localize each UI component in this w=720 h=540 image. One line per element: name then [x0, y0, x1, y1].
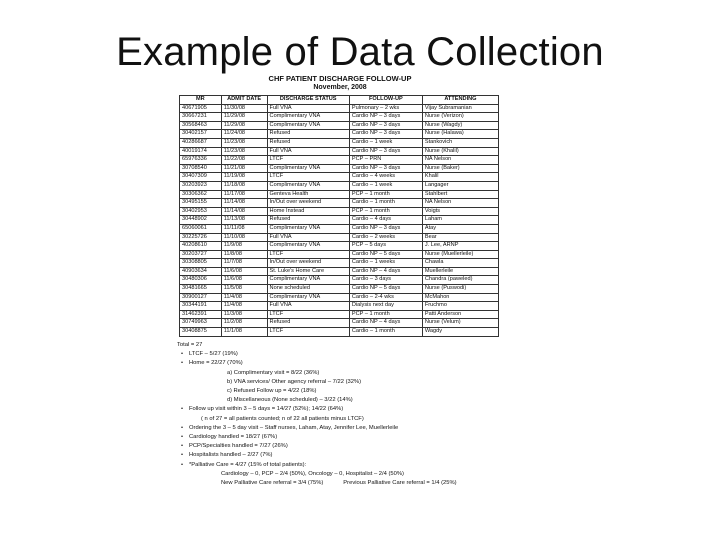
cell-attending: Bear — [422, 233, 498, 242]
cell-mr: 30203923 — [180, 181, 222, 190]
cell-attending: Nurse (Baker) — [422, 164, 498, 173]
summary-palliative-breakdown: Cardiology – 0, PCP – 2/4 (50%), Oncology – 0, Hospitalist – 2/4 (50%) — [221, 470, 404, 477]
cell-follow-up: Cardio NP – 3 days — [349, 224, 422, 233]
table-header-row — [180, 96, 499, 105]
col-header-mr: MR — [180, 96, 222, 105]
cell-mr: 31462391 — [180, 310, 222, 319]
cell-admit-date: 11/14/08 — [221, 199, 267, 208]
cell-discharge-status: LTCF — [267, 250, 349, 259]
cell-follow-up: Cardio NP – 3 days — [349, 130, 422, 139]
col-header-follow-up: FOLLOW-UP — [349, 96, 422, 105]
cell-discharge-status: Refused — [267, 319, 349, 328]
table-row — [180, 113, 499, 122]
cell-mr: 30225726 — [180, 233, 222, 242]
cell-discharge-status: In/Out over weekend — [267, 259, 349, 268]
summary-ordering: • Ordering the 3 – 5 day visit – Staff nurses, Laham, Atay, Jennifer Lee, Muellerleile — [189, 424, 517, 433]
cell-admit-date: 11/4/08 — [221, 302, 267, 311]
cell-attending: Nurse (Verizon) — [422, 113, 498, 122]
cell-mr: 30448902 — [180, 216, 222, 225]
cell-follow-up: Cardio NP – 3 days — [349, 121, 422, 130]
summary-home-vna: b) VNA services/ Other agency referral – 7/22 (32%) — [227, 378, 362, 385]
cell-mr: 30203727 — [180, 250, 222, 259]
table-row — [180, 233, 499, 242]
cell-attending: Langager — [422, 181, 498, 190]
col-header-discharge-status: DISCHARGE STATUS — [267, 96, 349, 105]
cell-discharge-status: None scheduled — [267, 285, 349, 294]
cell-follow-up: Cardio – 4 weeks — [349, 173, 422, 182]
report-subtitle: November, 2008 — [313, 84, 367, 91]
cell-mr: 40019174 — [180, 147, 222, 156]
cell-discharge-status: Refused — [267, 130, 349, 139]
cell-attending: Vijay Subramanian — [422, 104, 498, 113]
cell-attending: Stankovich — [422, 138, 498, 147]
cell-attending: Laham — [422, 216, 498, 225]
summary-total: Total = 27 — [177, 342, 203, 348]
report-title: CHF PATIENT DISCHARGE FOLLOW-UP — [268, 74, 412, 83]
cell-follow-up: PCP – 1 month — [349, 190, 422, 199]
cell-attending: Atay — [422, 224, 498, 233]
cell-discharge-status: Refused — [267, 216, 349, 225]
table-row — [180, 267, 499, 276]
table-row — [180, 164, 499, 173]
cell-admit-date: 11/22/08 — [221, 156, 267, 165]
cell-attending: Khalil — [422, 173, 498, 182]
cell-attending: NA Nelson — [422, 199, 498, 208]
cell-admit-date: 11/2/08 — [221, 319, 267, 328]
cell-admit-date: 11/5/08 — [221, 285, 267, 294]
slide-title: Example of Data Collection — [116, 30, 604, 74]
table-row — [180, 319, 499, 328]
cell-attending: Nurse (Halawa) — [422, 130, 498, 139]
table-body — [180, 104, 499, 336]
cell-attending: Voigts — [422, 207, 498, 216]
cell-mr: 30495155 — [180, 199, 222, 208]
table-row — [180, 293, 499, 302]
discharge-report — [175, 74, 505, 337]
cell-attending: Muellerleile — [422, 267, 498, 276]
summary-followup: • Follow up visit within 3 – 5 days = 14/27 (52%); 14/22 (64%) — [189, 405, 517, 414]
cell-mr: 40903634 — [180, 267, 222, 276]
cell-attending: J. Lee, ARNP — [422, 242, 498, 251]
summary-home-misc: d) Miscellaneous (None scheduled) – 3/22 (14%) — [227, 397, 353, 404]
cell-mr: 30749963 — [180, 319, 222, 328]
cell-attending: Wagdy — [422, 328, 498, 337]
cell-mr: 30402157 — [180, 130, 222, 139]
cell-admit-date: 11/9/08 — [221, 242, 267, 251]
cell-discharge-status: Full VNA — [267, 104, 349, 113]
cell-discharge-status: Genteva Health — [267, 190, 349, 199]
cell-mr: 30480306 — [180, 276, 222, 285]
cell-admit-date: 11/21/08 — [221, 164, 267, 173]
cell-attending: Chandra (paweled) — [422, 276, 498, 285]
cell-discharge-status: Complimentary VNA — [267, 293, 349, 302]
table-row — [180, 224, 499, 233]
cell-mr: 30481665 — [180, 285, 222, 294]
cell-admit-date: 11/6/08 — [221, 276, 267, 285]
cell-discharge-status: Complimentary VNA — [267, 121, 349, 130]
table-row — [180, 276, 499, 285]
table-row — [180, 259, 499, 268]
cell-follow-up: Pulmonary – 2 wks — [349, 104, 422, 113]
cell-attending: Nurse (Puswodi) — [422, 285, 498, 294]
summary-new-referral: New Palliative Care referral = 3/4 (75%) — [221, 480, 324, 487]
cell-admit-date: 11/1/08 — [221, 328, 267, 337]
table-row — [180, 181, 499, 190]
follow-up-table — [179, 95, 499, 337]
cell-discharge-status: Complimentary VNA — [267, 276, 349, 285]
cell-follow-up: Cardio – 2 weeks — [349, 233, 422, 242]
cell-mr: 65976336 — [180, 156, 222, 165]
cell-discharge-status: LTCF — [267, 173, 349, 182]
cell-mr: 30344191 — [180, 302, 222, 311]
table-row — [180, 138, 499, 147]
cell-mr: 30408875 — [180, 328, 222, 337]
summary-previous-referral: Previous Palliative Care referral = 1/4 (25%) — [343, 480, 457, 487]
cell-follow-up: Cardio – 3 days — [349, 276, 422, 285]
table-row — [180, 104, 499, 113]
cell-discharge-status: Complimentary VNA — [267, 224, 349, 233]
table-row — [180, 242, 499, 251]
cell-attending: Nurse (Muellerleile) — [422, 250, 498, 259]
summary-hospitalists: • Hospitalists handled – 2/27 (7%) — [189, 451, 517, 460]
summary-followup-note: ( n of 27 = all patients counted; n of 22 all patients minus LTCF) — [201, 415, 364, 422]
cell-admit-date: 11/13/08 — [221, 216, 267, 225]
table-row — [180, 199, 499, 208]
cell-follow-up: PCP – 1 month — [349, 207, 422, 216]
table-row — [180, 121, 499, 130]
table-row — [180, 190, 499, 199]
cell-follow-up: PCP – PRN — [349, 156, 422, 165]
cell-mr: 40286687 — [180, 138, 222, 147]
cell-mr: 30667231 — [180, 113, 222, 122]
cell-discharge-status: LTCF — [267, 328, 349, 337]
cell-mr: 40671905 — [180, 104, 222, 113]
cell-admit-date: 11/18/08 — [221, 181, 267, 190]
cell-admit-date: 11/3/08 — [221, 310, 267, 319]
summary-palliative-referrals — [189, 479, 517, 488]
cell-follow-up: Cardio NP – 5 days — [349, 285, 422, 294]
cell-follow-up: Cardio NP – 3 days — [349, 164, 422, 173]
cell-follow-up: PCP – 1 month — [349, 310, 422, 319]
cell-follow-up: Cardio NP – 4 days — [349, 319, 422, 328]
cell-admit-date: 11/14/08 — [221, 207, 267, 216]
cell-follow-up: Cardio – 2-4 wks — [349, 293, 422, 302]
cell-discharge-status: Full VNA — [267, 233, 349, 242]
cell-admit-date: 11/10/08 — [221, 233, 267, 242]
summary-ltcf: • LTCF – 5/27 (19%) — [189, 350, 517, 359]
cell-discharge-status: Home Instead — [267, 207, 349, 216]
cell-attending: Nurse (Wagdy) — [422, 121, 498, 130]
summary-list — [177, 350, 517, 488]
cell-mr: 40208610 — [180, 242, 222, 251]
cell-discharge-status: Full VNA — [267, 302, 349, 311]
cell-attending: Fruchmo — [422, 302, 498, 311]
table-row — [180, 173, 499, 182]
cell-mr: 30900127 — [180, 293, 222, 302]
cell-admit-date: 11/17/08 — [221, 190, 267, 199]
cell-admit-date: 11/23/08 — [221, 147, 267, 156]
cell-discharge-status: St. Luke's Home Care — [267, 267, 349, 276]
cell-follow-up: Cardio – 1 weeks — [349, 259, 422, 268]
summary-notes — [177, 341, 517, 488]
table-row — [180, 310, 499, 319]
cell-follow-up: Cardio NP – 5 days — [349, 250, 422, 259]
col-header-admit-date: ADMIT DATE — [221, 96, 267, 105]
cell-mr: 30708540 — [180, 164, 222, 173]
cell-discharge-status: Refused — [267, 138, 349, 147]
cell-attending: NA Nelson — [422, 156, 498, 165]
cell-follow-up: Cardio NP – 3 days — [349, 113, 422, 122]
cell-follow-up: Cardio – 1 week — [349, 138, 422, 147]
cell-mr: 30568463 — [180, 121, 222, 130]
cell-attending: Nurse (Khalil) — [422, 147, 498, 156]
cell-follow-up: Dialysis next day — [349, 302, 422, 311]
cell-follow-up: Cardio – 1 month — [349, 328, 422, 337]
summary-pcp: • PCP/Specialties handled = 7/27 (26%) — [189, 442, 517, 451]
cell-follow-up: Cardio – 4 days — [349, 216, 422, 225]
table-row — [180, 130, 499, 139]
col-header-attending: ATTENDING — [422, 96, 498, 105]
table-row — [180, 147, 499, 156]
summary-home-refused: c) Refused Follow up = 4/22 (18%) — [227, 388, 317, 395]
cell-discharge-status: LTCF — [267, 156, 349, 165]
cell-mr: 30306362 — [180, 190, 222, 199]
cell-follow-up: Cardio – 1 month — [349, 199, 422, 208]
cell-admit-date: 11/7/08 — [221, 259, 267, 268]
cell-follow-up: Cardio – 1 week — [349, 181, 422, 190]
cell-admit-date: 11/29/08 — [221, 121, 267, 130]
cell-admit-date: 11/24/08 — [221, 130, 267, 139]
cell-mr: 65060061 — [180, 224, 222, 233]
cell-admit-date: 11/11/08 — [221, 224, 267, 233]
summary-home: • Home = 22/27 (70%) — [189, 359, 517, 368]
cell-attending: McMahon — [422, 293, 498, 302]
cell-admit-date: 11/4/08 — [221, 293, 267, 302]
cell-admit-date: 11/19/08 — [221, 173, 267, 182]
cell-discharge-status: LTCF — [267, 310, 349, 319]
table-row — [180, 250, 499, 259]
cell-discharge-status: Complimentary VNA — [267, 164, 349, 173]
cell-follow-up: PCP – 5 days — [349, 242, 422, 251]
cell-admit-date: 11/29/08 — [221, 113, 267, 122]
table-row — [180, 302, 499, 311]
cell-discharge-status: In/Out over weekend — [267, 199, 349, 208]
cell-follow-up: Cardio NP – 3 days — [349, 147, 422, 156]
table-row — [180, 216, 499, 225]
cell-admit-date: 11/6/08 — [221, 267, 267, 276]
cell-admit-date: 11/23/08 — [221, 138, 267, 147]
cell-attending: Nurse (Velum) — [422, 319, 498, 328]
cell-attending: Patti Anderson — [422, 310, 498, 319]
cell-admit-date: 11/8/08 — [221, 250, 267, 259]
summary-home-complimentary: a) Complimentary visit = 8/22 (36%) — [227, 369, 320, 376]
cell-discharge-status: Full VNA — [267, 147, 349, 156]
cell-discharge-status: Complimentary VNA — [267, 181, 349, 190]
cell-follow-up: Cardio NP – 4 days — [349, 267, 422, 276]
table-row — [180, 285, 499, 294]
summary-cardiology: • Cardiology handled = 18/27 (67%) — [189, 433, 517, 442]
cell-discharge-status: Complimentary VNA — [267, 113, 349, 122]
cell-discharge-status: Complimentary VNA — [267, 242, 349, 251]
summary-palliative: • *Palliative Care = 4/27 (15% of total patients): — [189, 461, 517, 470]
cell-mr: 30308805 — [180, 259, 222, 268]
cell-attending: Chawla — [422, 259, 498, 268]
cell-mr: 30402953 — [180, 207, 222, 216]
cell-admit-date: 11/30/08 — [221, 104, 267, 113]
cell-attending: Stahlbert — [422, 190, 498, 199]
table-row — [180, 328, 499, 337]
table-row — [180, 156, 499, 165]
table-row — [180, 207, 499, 216]
cell-mr: 30407309 — [180, 173, 222, 182]
